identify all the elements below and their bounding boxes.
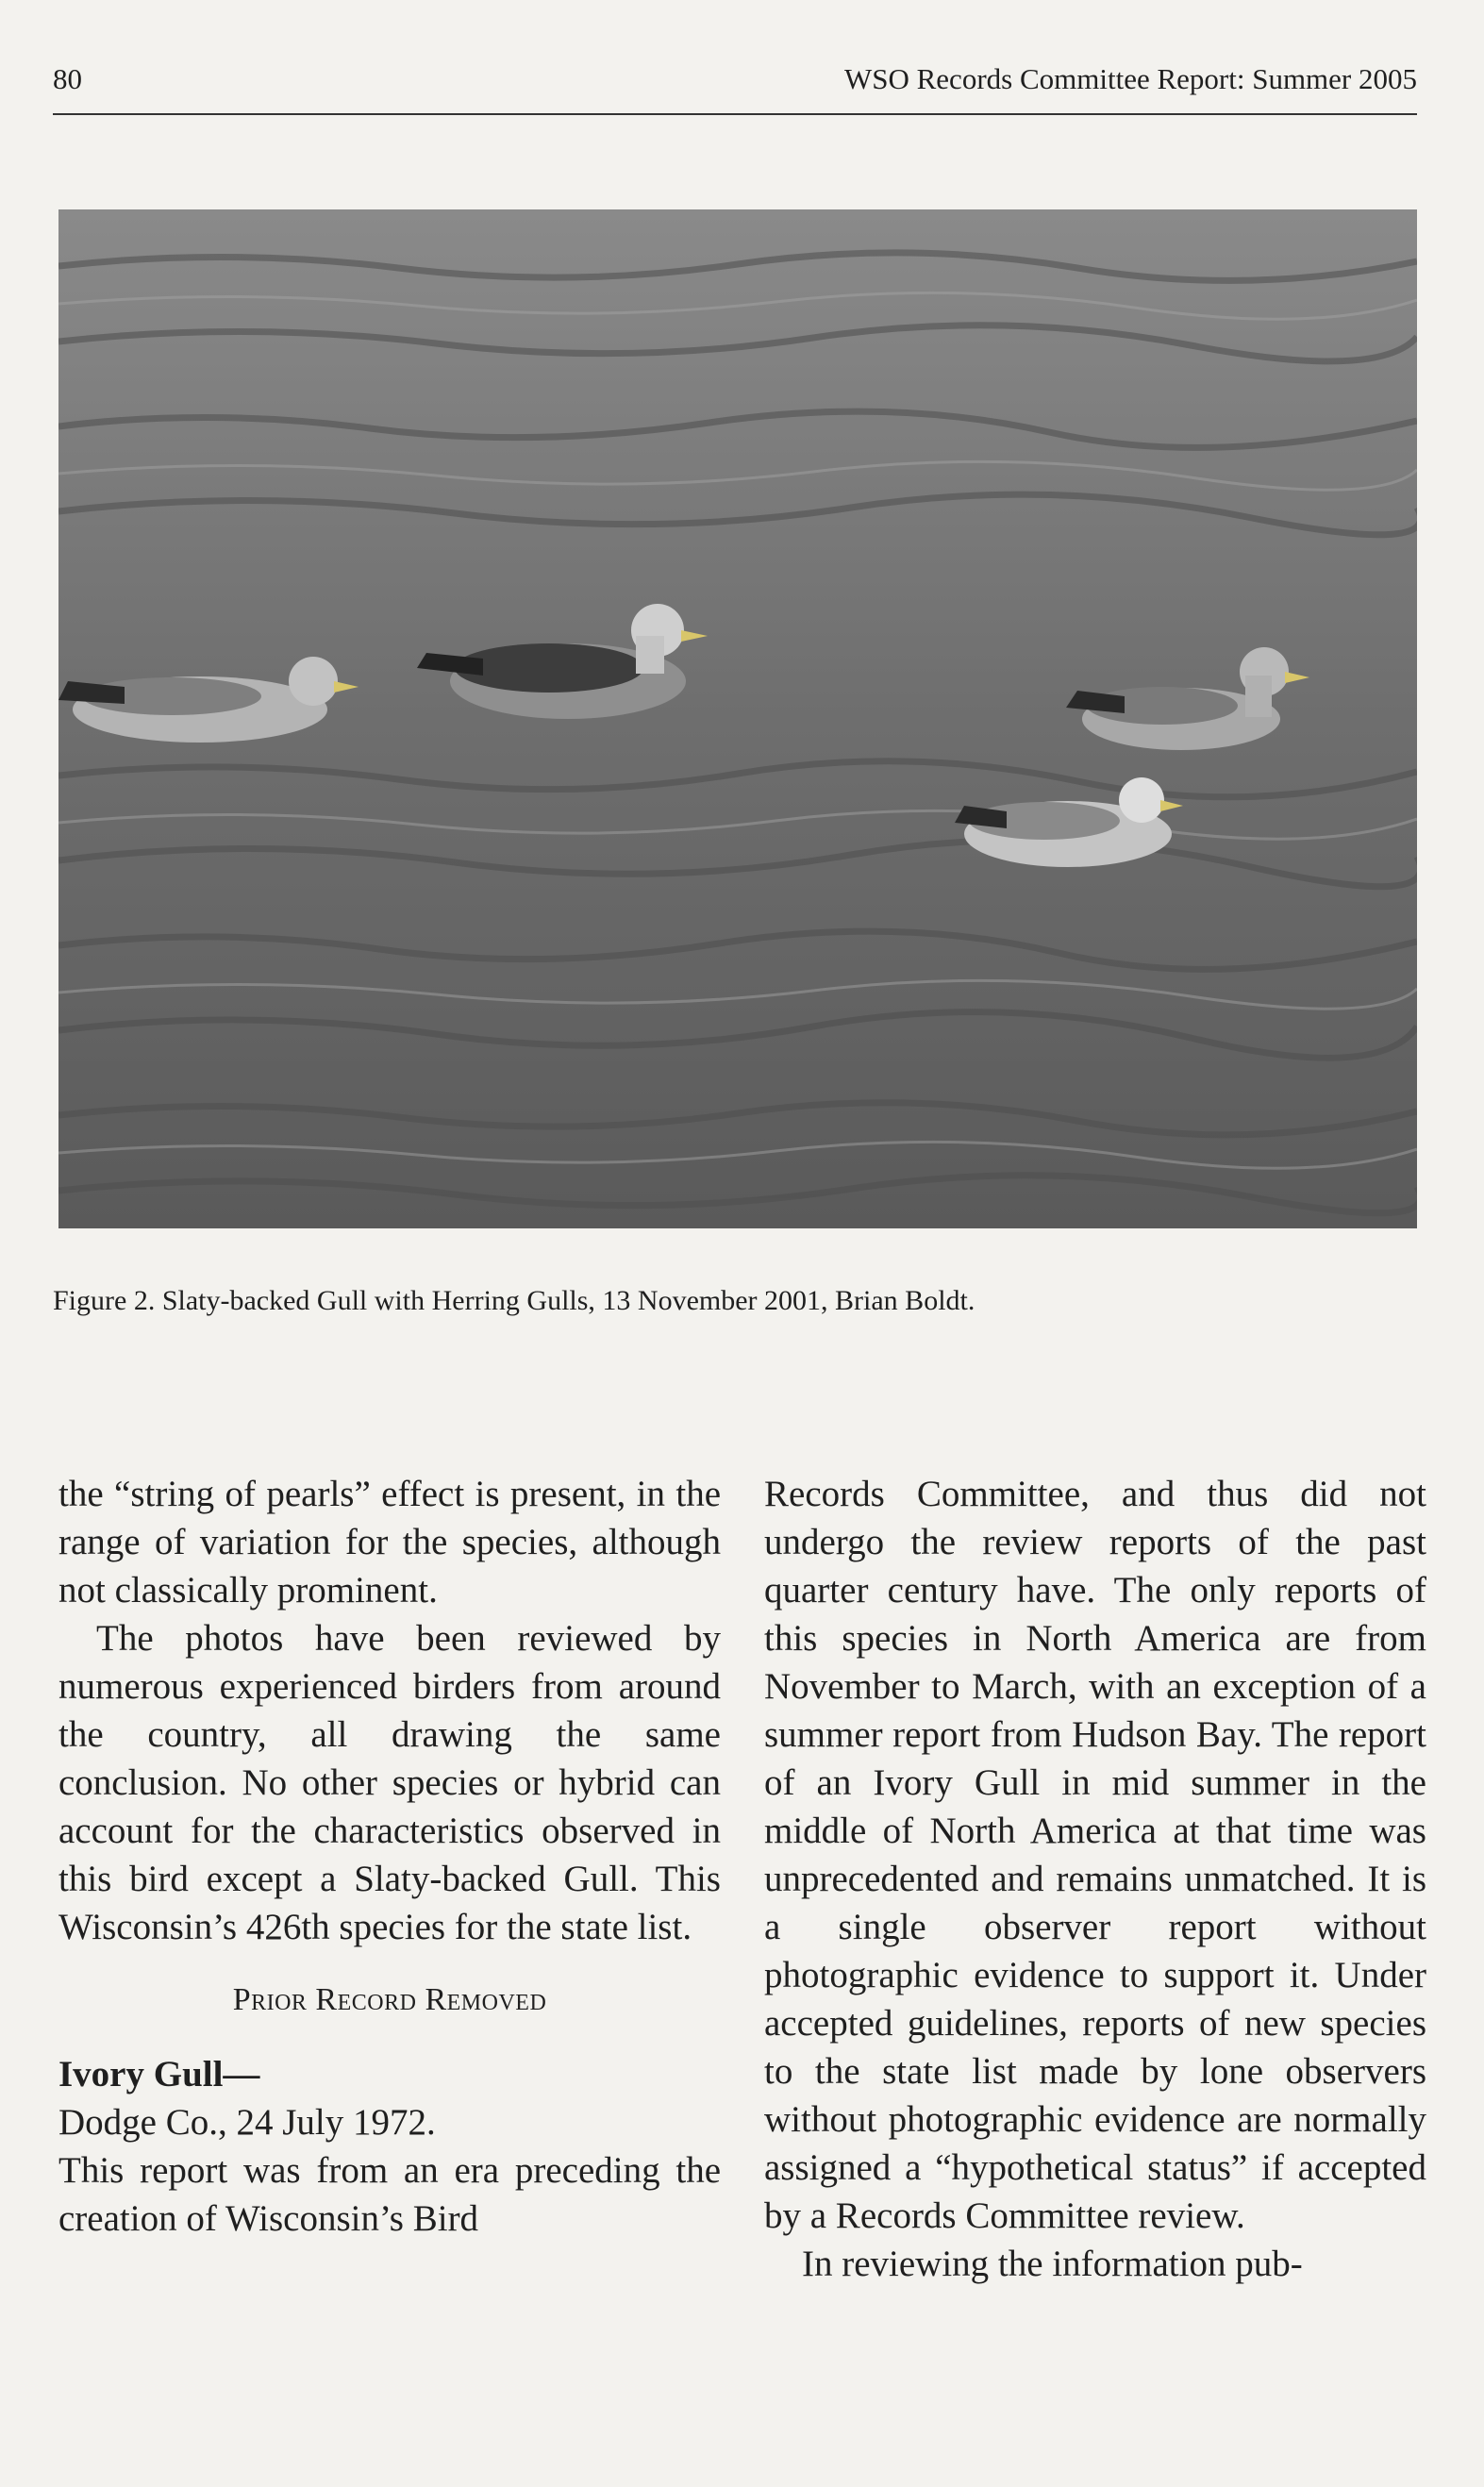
running-title: WSO Records Committee Report: Summer 2005 <box>843 62 1417 95</box>
right-column <box>764 1470 1426 2288</box>
page-header <box>53 62 1417 115</box>
left-paragraph-1: the “string of pearls” effect is present, in the range of variation for the species, although not classically prominent. <box>58 1474 721 1611</box>
page-number: 80 <box>53 62 82 95</box>
left-column <box>58 1470 721 2243</box>
gull-photo <box>58 209 1417 1228</box>
species-location: Dodge Co., 24 July 1972. <box>58 2102 436 2143</box>
figure-caption: Figure 2. Slaty-backed Gull with Herring Gulls, 13 November 2001, Brian Boldt. <box>53 1285 975 1316</box>
left-paragraph-2: The photos have been reviewed by numerous experienced birders from around the country, all drawing the same conclusion. No other species or hybrid can account for the characteristics observed in this bird except a Slaty-backed Gull. This Wisconsin’s 426th species for the state list. <box>58 1618 721 1947</box>
species-title: Ivory Gull— <box>58 2054 260 2095</box>
right-paragraph-1: Records Committee, and thus did not undergo the review reports of the past quarter century have. The only reports of this species in North America are from November to March, with an exception of a summer report from Hudson Bay. The report of an Ivory Gull in mid summer in the middle of North America at that time was unprecedented and remains unmatched. It is a single observer report without photographic evidence to support it. Under accepted guidelines, reports of new species to the state list made by lone observers without photographic evidence are normally assigned a “hypothetical status” if accepted by a Records Committee review. <box>764 1474 1426 2236</box>
right-paragraph-2: In reviewing the information pub- <box>802 2244 1303 2284</box>
left-paragraph-3: This report was from an era preceding the creation of Wisconsin’s Bird <box>58 2150 721 2239</box>
section-heading: Prior Record Removed <box>232 1982 547 2017</box>
